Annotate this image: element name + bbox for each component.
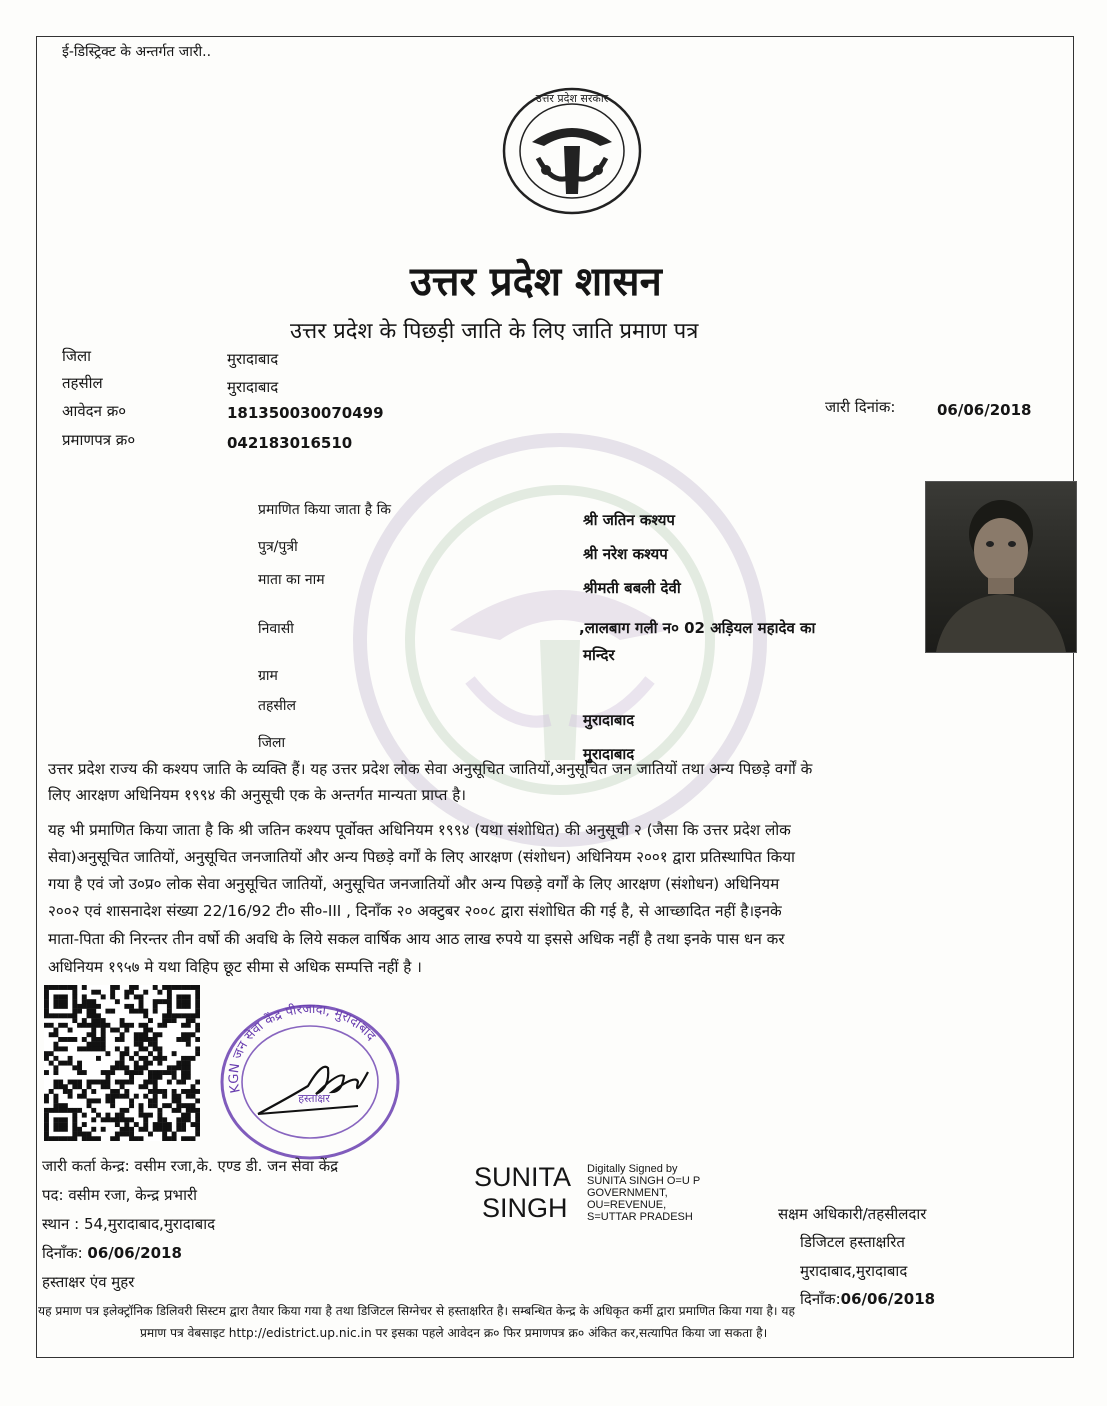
certificate-label: प्रमाणपत्र क्र० (62, 431, 136, 449)
ds-line5: S=UTTAR PRADESH (587, 1211, 693, 1223)
digital-signature-name (474, 1162, 571, 1224)
issuer-place-label: स्थान : (42, 1215, 80, 1233)
certified-label: प्रमाणित किया जाता है कि (258, 502, 392, 518)
kgn-jan-seva-stamp (218, 1002, 402, 1162)
digital-signature-details (587, 1163, 700, 1223)
issuer-date-value: 06/06/2018 (87, 1244, 182, 1262)
resident-label: निवासी (258, 621, 294, 637)
issuer-center-label: जारी कर्ता केन्द्र: (42, 1157, 130, 1175)
tehsil-value: मुरादाबाद (227, 378, 279, 396)
details-district-value: मुरादाबाद (583, 745, 635, 763)
issuer-place (42, 1214, 215, 1234)
certification-line5: माता-पिता की निरन्तर तीन वर्षो की अवधि के लिये सकल वार्षिक आय आठ लाख रुपये या इससे अधिक नहीं है तथा इनके पास धन कर (48, 930, 785, 948)
application-number: 181350030070499 (227, 404, 384, 422)
up-government-emblem (500, 86, 644, 216)
district-label: जिला (62, 347, 92, 365)
footer-line2: प्रमाण पत्र वेबसाइट http://edistrict.up.nic.in पर इसका पहले आवेदन क्र० फिर प्रमाणपत्र क्र० अंकित कर,सत्यापित किया जा सकता है। (140, 1326, 768, 1340)
resident-address-line2: मन्दिर (583, 646, 615, 664)
ds-line4: OU=REVENUE, (587, 1199, 667, 1211)
authority-date-value: 06/06/2018 (840, 1290, 936, 1308)
ds-line1: Digitally Signed by (587, 1163, 678, 1175)
issuer-sign-label: हस्ताक्षर एंव मुहर (42, 1273, 135, 1291)
application-label: आवेदन क्र० (62, 402, 127, 420)
ds-line2: SUNITA SINGH O=U P (587, 1175, 701, 1187)
issue-date-label: जारी दिनांक: (825, 398, 896, 416)
certification-line4: २००२ एवं शासनादेश संख्या 22/16/92 टी० सी०-III , दिनाँक २० अक्टुबर २००८ द्वारा संशोधित की गई है, से आच्छादित नहीं है।इनके (48, 902, 782, 920)
certification-line3: गया है एवं जो उ०प्र० लोक सेवा अनुसूचित जातियों, अनुसूचित जनजातियों और अन्य पिछड़े वर्गों के लिए आरक्षण (संशोधन) अधिनियम (48, 875, 780, 893)
page-subtitle: उत्तर प्रदेश के पिछड़ी जाति के लिए जाति प्रमाण पत्र (290, 319, 699, 344)
tehsil-label: तहसील (62, 374, 103, 392)
footer-line1: यह प्रमाण पत्र इलेक्ट्रॉनिक डिलिवरी सिस्टम द्वारा तैयार किया गया है तथा डिजिटल सिग्नेचर से हस्ताक्षरित है। सम्बन्धित केन्द्र के अधिकृत कर्मी द्वारा प्रमाणित किया गया है। यह (38, 1304, 795, 1318)
district-value: मुरादाबाद (227, 350, 279, 368)
issuer-post (42, 1185, 197, 1205)
certification-line1: यह भी प्रमाणित किया जाता है कि श्री जतिन कश्यप पूर्वोक्त अधिनियम १९९४ (यथा संशोधित) की अनुसूची २ (जैसा कि उत्तर प्रदेश लोक (48, 821, 791, 839)
caste-statement-line1: उत्तर प्रदेश राज्य की कश्यप जाति के व्यक्ति हैं। यह उत्तर प्रदेश लोक सेवा अनुसूचित जातियों,अनुसूचित जन जातियों तथा अन्य पिछड़े वर्गों के (48, 760, 813, 778)
father-name: श्री नरेश कश्यप (583, 545, 668, 563)
issuer-center-value: वसीम रजा,के. एण्ड डी. जन सेवा केंद्र (134, 1157, 339, 1175)
certification-line2: सेवा)अनुसूचित जातियों, अनुसूचित जनजातियों और अन्य पिछड़े वर्गों के लिए आरक्षण (संशोधन) अधिनियम २००१ द्वारा प्रतिस्थापित किया (48, 848, 795, 866)
issuer-place-value: 54,मुरादाबाद,मुरादाबाद (83, 1215, 216, 1233)
details-tehsil-label: तहसील (258, 698, 296, 714)
digital-signature-name-line1: SUNITA (474, 1162, 572, 1192)
authority-date-label: दिनाँक: (800, 1290, 841, 1308)
certification-line6: अधिनियम १९५७ मे यथा विहिप छूट सीमा से अधिक सम्पत्ति नहीं है । (48, 958, 422, 976)
certified-name: श्री जतिन कश्यप (583, 511, 675, 529)
authority-line2: डिजिटल हस्ताक्षरित (800, 1233, 905, 1251)
ds-line3: GOVERNMENT, (587, 1187, 668, 1199)
authority-line3: मुरादाबाद,मुरादाबाद (800, 1262, 908, 1280)
authority-line1: सक्षम अधिकारी/तहसीलदार (778, 1205, 927, 1223)
certificate-number: 042183016510 (227, 434, 353, 452)
stamp-center-text: हस्ताक्षर (298, 1092, 330, 1105)
issuer-post-label: पद: (42, 1186, 64, 1204)
caste-statement-line2: लिए आरक्षण अधिनियम १९९४ की अनुसूची एक के अन्तर्गत मान्यता प्राप्त है। (48, 786, 467, 804)
emblem-text: उत्तर प्रदेश सरकार (535, 92, 609, 105)
issuer-center (42, 1156, 338, 1176)
authority-date (800, 1289, 935, 1309)
issued-under-text: ई-डिस्ट्रिक्ट के अन्तर्गत जारी.. (62, 44, 212, 60)
issuer-date-label: दिनाँक: (42, 1244, 83, 1262)
issuer-post-value: वसीम रजा, केन्द्र प्रभारी (68, 1186, 197, 1204)
resident-address-line1: ,लालबाग गली न० 02 अड़ियल महादेव का (579, 619, 816, 637)
applicant-photo (925, 481, 1077, 653)
issue-date-value: 06/06/2018 (937, 401, 1032, 419)
page-title: उत्तर प्रदेश शासन (410, 259, 662, 305)
details-district-label: जिला (258, 735, 286, 751)
mother-label: माता का नाम (258, 572, 325, 588)
digital-signature-name-line2: SINGH (482, 1193, 568, 1223)
details-tehsil-value: मुरादाबाद (583, 711, 635, 729)
child-of-label: पुत्र/पुत्री (258, 539, 298, 555)
qr-code (44, 985, 200, 1141)
issuer-date (42, 1243, 182, 1263)
village-label: ग्राम (258, 668, 278, 684)
stamp-ring-text: KGN जन सेवा केंद्र पीरजादा, मुरादाबाद (226, 1002, 379, 1095)
mother-name: श्रीमती बबली देवी (583, 579, 681, 597)
